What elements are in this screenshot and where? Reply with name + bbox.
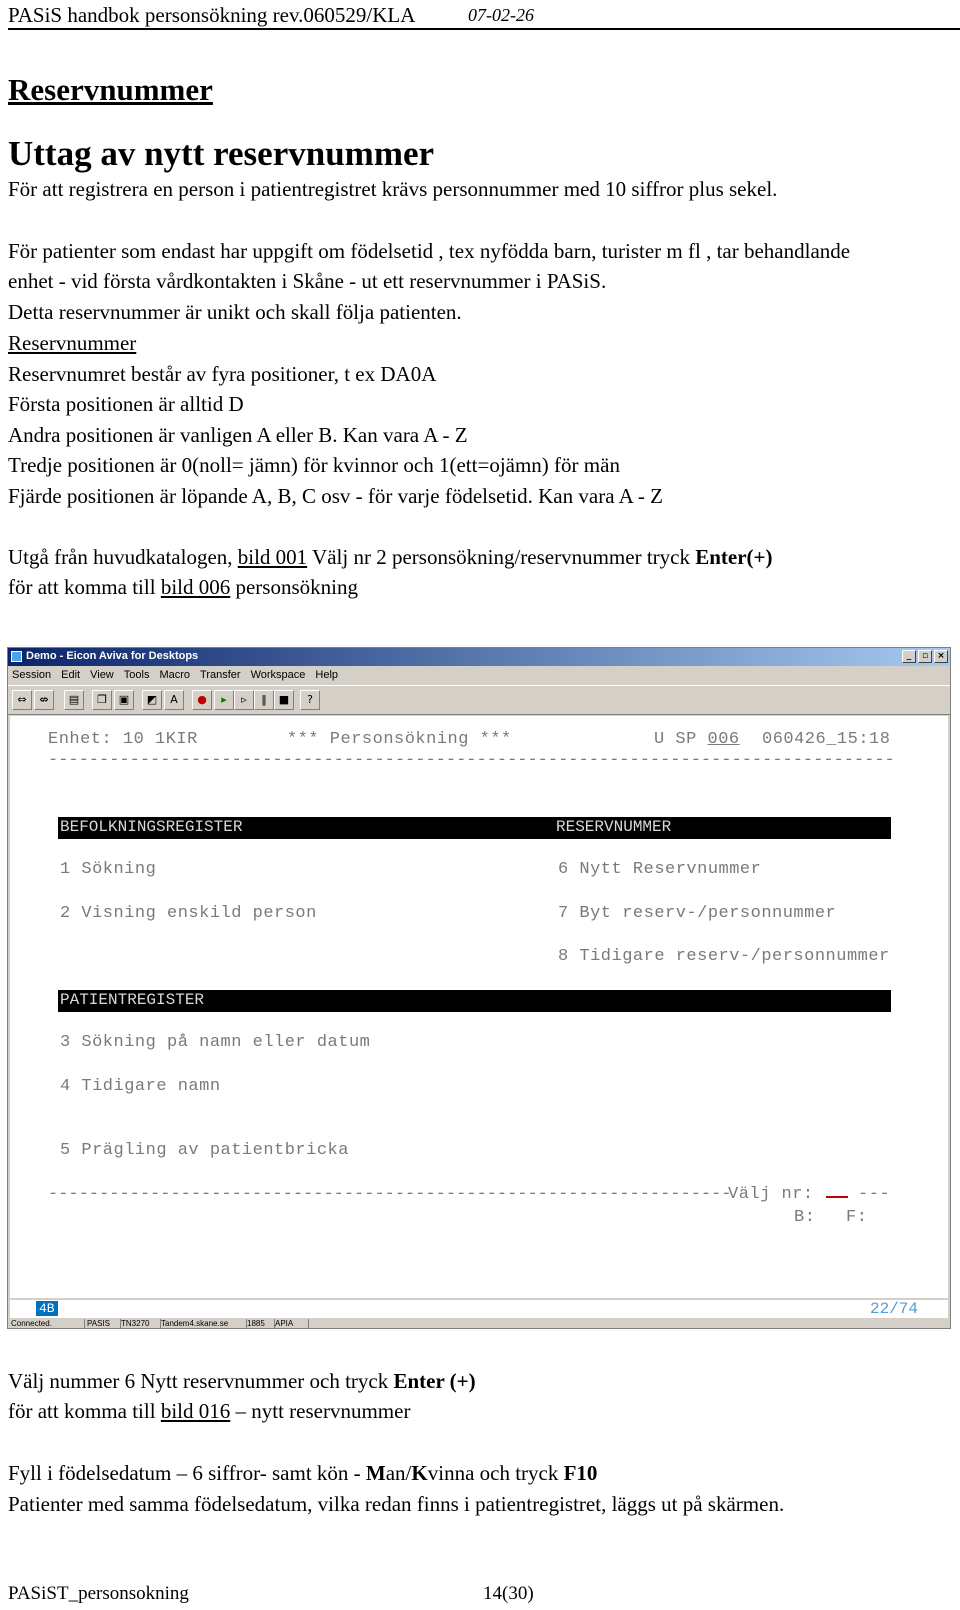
intro-line-2: För patienter som endast har uppgift om födelsetid , tex nyfödda barn, turister m fl , tar behandlande — [8, 239, 851, 263]
instruction-text: Välj nummer 6 Nytt reservnummer och tryck — [8, 1369, 394, 1393]
menu-workspace[interactable]: Workspace — [250, 669, 306, 681]
page-header — [8, 0, 960, 30]
disconnect-icon[interactable]: ⇎ — [34, 690, 54, 710]
instruction-text: för att komma till — [8, 575, 161, 599]
copy-icon[interactable]: ❐ — [92, 690, 112, 710]
instruction-text: för att komma till — [8, 1399, 161, 1423]
intro-line-3: enhet - vid första vårdkontakten i Skåne - ut ett reservnummer i PASiS. — [8, 269, 607, 293]
choice-tail: --- — [858, 1185, 891, 1204]
status-connected: Connected. — [8, 1319, 85, 1328]
menu-session[interactable]: Session — [12, 669, 52, 681]
enter-key-label: Enter(+) — [695, 545, 773, 569]
stop-icon[interactable]: ■ — [274, 690, 294, 710]
option-4[interactable]: 4 Tidigare namn — [60, 1077, 221, 1096]
option-1[interactable]: 1 Sökning — [60, 860, 157, 879]
option-3[interactable]: 3 Sökning på namn eller datum — [60, 1033, 371, 1052]
status-area — [8, 1300, 950, 1327]
kvinna-letter: K — [411, 1461, 428, 1485]
instruction-2-line-2 — [8, 1399, 410, 1424]
status-session: PASIS — [84, 1319, 121, 1328]
connect-icon[interactable]: ⇔ — [12, 690, 32, 710]
close-button[interactable]: × — [934, 650, 948, 663]
screen-code-number: 006 — [707, 730, 740, 749]
menu-help[interactable]: Help — [315, 669, 339, 681]
instruction-text: Fyll i födelsedatum – 6 siffror- samt kön - — [8, 1461, 366, 1485]
menu-bar — [8, 666, 950, 684]
cursor — [826, 1196, 848, 1198]
status-host: Tandem4.skane.se — [158, 1319, 247, 1328]
print-icon[interactable]: ▤ — [64, 690, 84, 710]
section-heading: Reservnummer — [8, 72, 213, 107]
status-protocol: TN3270 — [118, 1319, 161, 1328]
screen-title: *** Personsökning *** — [287, 730, 512, 749]
footer-page-number: 14(30) — [483, 1583, 534, 1604]
window-titlebar — [8, 648, 950, 666]
menu-view[interactable]: View — [90, 669, 114, 681]
window-title: Demo - Eicon Aviva for Desktops — [26, 650, 199, 662]
bild-016-link[interactable]: bild 016 — [160, 1399, 231, 1423]
intro-line-6: Första positionen är alltid D — [8, 392, 244, 416]
intro-line-9: Fjärde positionen är löpande A, B, C osv - för varje födelsetid. Kan vara A - Z — [8, 484, 663, 508]
play-icon[interactable]: ▸ — [214, 690, 234, 710]
unit-label: Enhet: 10 1KIR — [48, 730, 198, 749]
intro-line-4: Detta reservnummer är unikt och skall följa patienten. — [8, 300, 462, 324]
menu-edit[interactable]: Edit — [61, 669, 81, 681]
minimize-button[interactable]: _ — [902, 650, 916, 663]
help-icon[interactable]: ? — [300, 690, 320, 710]
section-reservnummer: RESERVNUMMER — [556, 818, 672, 836]
section-befolkningsregister: BEFOLKNINGSREGISTER — [60, 818, 243, 836]
record-icon[interactable]: ● — [192, 690, 212, 710]
header-date: 07-02-26 — [468, 5, 534, 25]
bild-006-link[interactable]: bild 006 — [160, 575, 231, 599]
enter-key-label: Enter (+) — [393, 1369, 476, 1393]
bottom-separator: ------------------------------------------------------------------- — [48, 1185, 732, 1204]
section-bar-1 — [58, 817, 891, 839]
pause-icon[interactable]: ‖ — [254, 690, 274, 710]
instruction-text: an/ — [385, 1461, 412, 1485]
operator-info-area — [10, 1300, 948, 1318]
connection-bar — [8, 1319, 950, 1328]
reservnummer-link[interactable]: Reservnummer — [8, 331, 137, 355]
separator-line: ----------------------------------------------------------------------------------- — [48, 751, 895, 770]
footer-document-name: PASiST_personsokning — [8, 1583, 189, 1604]
choice-label: Välj nr: — [728, 1185, 814, 1204]
menu-tools[interactable]: Tools — [123, 669, 150, 681]
instruction-text: vinna och tryck — [427, 1461, 564, 1485]
intro-line-8: Tredje positionen är 0(noll= jämn) för kvinnor och 1(ett=ojämn) för män — [8, 453, 620, 477]
font-icon[interactable]: A — [164, 690, 184, 710]
app-icon — [11, 651, 22, 662]
instruction-3-line-2: Patienter med samma födelsedatum, vilka redan finns i patientregistret, läggs ut på skärmen. — [8, 1492, 785, 1516]
section-patientregister: PATIENTREGISTER — [60, 991, 205, 1009]
instruction-text: – nytt reservnummer — [230, 1399, 411, 1423]
paste-icon[interactable]: ▣ — [114, 690, 134, 710]
step-icon[interactable]: ▹ — [234, 690, 254, 710]
intro-line-7: Andra positionen är vanligen A eller B. Kan vara A - Z — [8, 423, 468, 447]
option-2[interactable]: 2 Visning enskild person — [60, 904, 317, 923]
screen-code — [654, 730, 740, 749]
screen-timestamp: 060426_15:18 — [762, 730, 891, 749]
instruction-1-line-2 — [8, 575, 358, 600]
f10-key-label: F10 — [563, 1461, 598, 1485]
option-5[interactable]: 5 Prägling av patientbricka — [60, 1141, 349, 1160]
man-letter: M — [365, 1461, 386, 1485]
option-6[interactable]: 6 Nytt Reservnummer — [558, 860, 762, 879]
toolbar — [8, 685, 950, 715]
status-port: 1885 — [244, 1319, 275, 1328]
intro-line-1: För att registrera en person i patientregistret krävs personnummer med 10 siffror plus sekel. — [8, 177, 778, 201]
restore-button[interactable]: ▫ — [918, 650, 932, 663]
intro-line-5: Reservnumret består av fyra positioner, t ex DA0A — [8, 362, 437, 386]
instruction-1-line-1 — [8, 545, 773, 570]
keypad-icon[interactable]: ◩ — [142, 690, 162, 710]
screen-code-prefix: U SP — [654, 730, 697, 749]
bild-001-link[interactable]: bild 001 — [237, 545, 308, 569]
oia-indicator: 4B — [36, 1301, 58, 1316]
choice-input[interactable] — [826, 1185, 848, 1204]
option-8[interactable]: 8 Tidigare reserv-/personnummer — [558, 947, 890, 966]
f-label: F: — [846, 1208, 868, 1227]
instruction-text: Välj nr 2 personsökning/reservnummer tryck — [307, 545, 696, 569]
terminal-screen[interactable] — [10, 716, 948, 1298]
status-lu: APIA — [272, 1319, 309, 1328]
cursor-position: 22/74 — [869, 1300, 918, 1318]
instruction-2-line-1 — [8, 1369, 476, 1394]
menu-macro[interactable]: Macro — [159, 669, 191, 681]
instruction-text: Utgå från huvudkatalogen, — [8, 545, 238, 569]
option-7[interactable]: 7 Byt reserv-/personnummer — [558, 904, 837, 923]
subsection-heading: Uttag av nytt reservnummer — [8, 134, 435, 173]
header-title: PASiS handbok personsökning rev.060529/KLA — [8, 3, 416, 27]
instruction-text: personsökning — [230, 575, 358, 599]
b-label: B: — [794, 1208, 816, 1227]
section-bar-2 — [58, 990, 891, 1012]
instruction-3-line-1 — [8, 1461, 597, 1486]
emulator-window — [7, 647, 951, 1329]
menu-transfer[interactable]: Transfer — [200, 669, 241, 681]
